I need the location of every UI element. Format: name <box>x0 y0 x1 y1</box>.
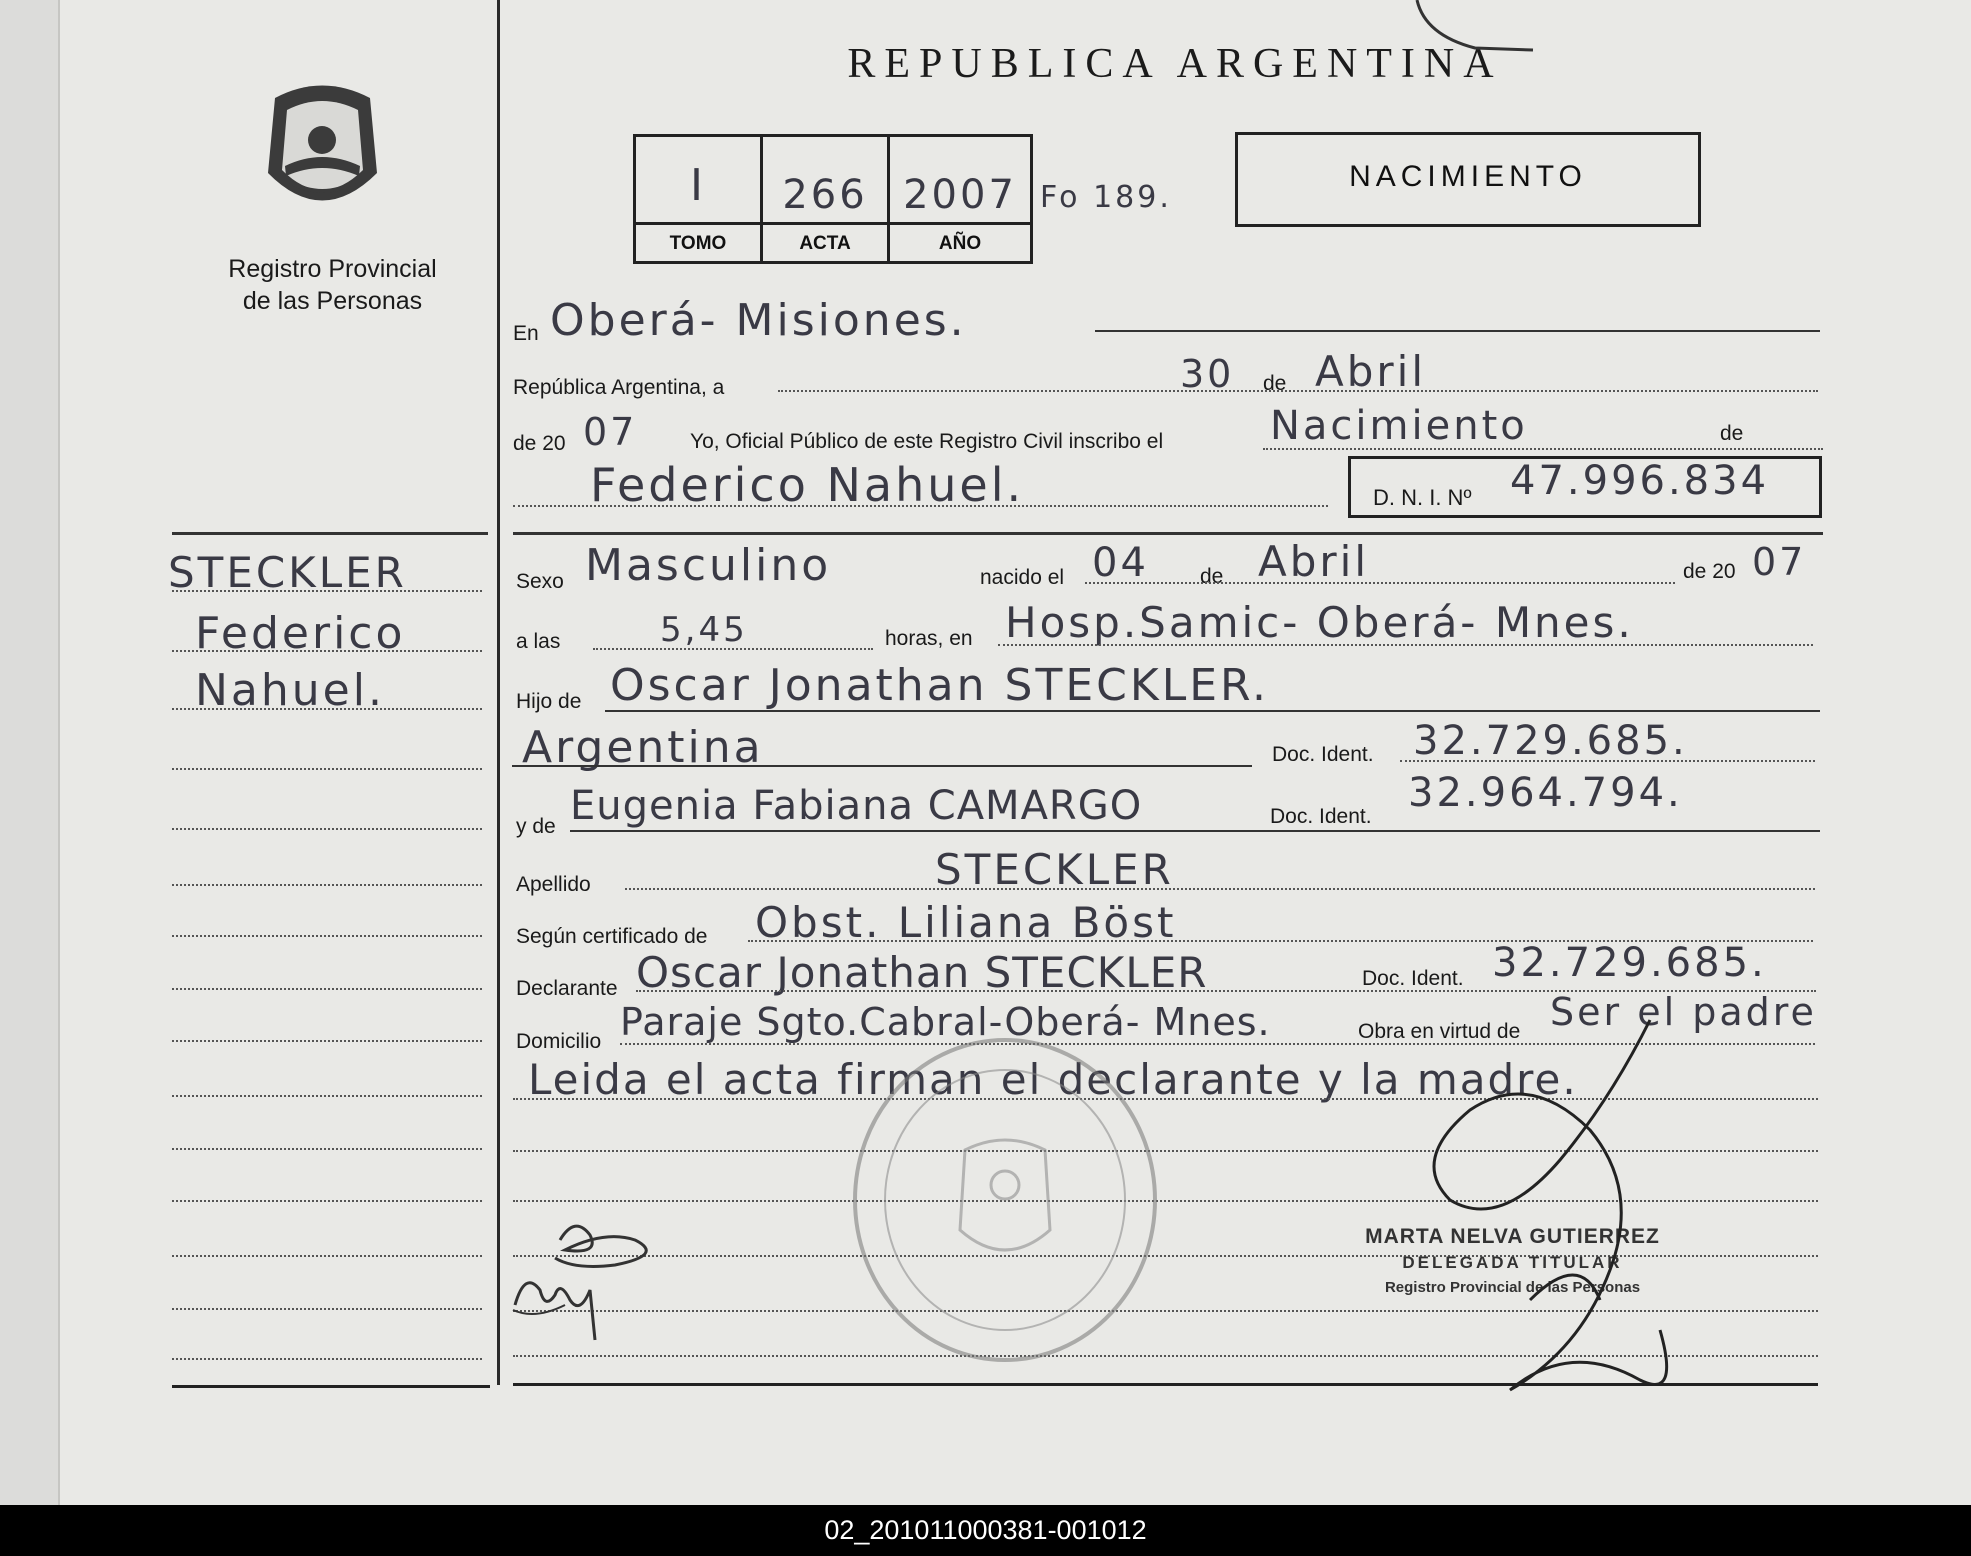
registration-day: 30 <box>1180 352 1235 396</box>
margin-rule <box>172 935 482 937</box>
birth-place: Hosp.Samic- Oberá- Mnes. <box>1005 598 1634 647</box>
father-nationality: Argentina <box>522 722 764 773</box>
declarant-signature-icon <box>505 1210 685 1350</box>
page-title: REPUBLICA ARGENTINA <box>847 41 1503 87</box>
father-doc: 32.729.685. <box>1413 718 1688 764</box>
place-of-registration: Oberá- Misiones. <box>550 295 967 346</box>
margin-rule <box>172 590 482 592</box>
acta-label: ACTA <box>799 233 851 254</box>
doc-ident-label-3: Doc. Ident. <box>1362 967 1464 990</box>
sexo-value: Masculino <box>585 540 832 591</box>
tomo-value: I <box>690 160 706 211</box>
birth-hour: 5,45 <box>660 610 748 650</box>
margin-rule <box>172 650 482 652</box>
anio-label: AÑO <box>938 233 982 254</box>
yde-label: y de <box>516 815 556 838</box>
margin-rule <box>172 988 482 990</box>
dni-value: 47.996.834 <box>1510 458 1770 504</box>
stamp-edge-icon <box>1415 0 1535 60</box>
alas-label: a las <box>516 630 561 653</box>
margin-rule <box>172 1200 482 1202</box>
margin-separator <box>172 532 488 535</box>
margin-rule <box>172 828 482 830</box>
page-fold <box>0 0 60 1505</box>
margin-given-2: Nahuel. <box>195 665 385 716</box>
line-6a <box>593 648 873 650</box>
margin-rule <box>172 884 482 886</box>
office-seal-icon <box>845 1030 1165 1370</box>
provincial-seal-icon <box>255 78 390 228</box>
hijo-label: Hijo de <box>516 690 582 713</box>
body-separator <box>513 532 1823 535</box>
de-label-1: de <box>1263 372 1287 395</box>
registration-month: Abril <box>1315 347 1426 396</box>
margin-surname: STECKLER <box>168 548 407 597</box>
notes-line: Leida el acta firman el declarante y la madre. <box>528 1055 1578 1104</box>
line-5 <box>1085 582 1675 584</box>
de-label-3: de <box>1200 565 1224 588</box>
line-1 <box>1095 330 1820 332</box>
line-3 <box>1263 448 1823 450</box>
official-signature-icon <box>1410 1000 1700 1405</box>
republica-label: República Argentina, a <box>513 376 725 399</box>
column-divider <box>497 0 500 1385</box>
mother-name: Eugenia Fabiana CAMARGO <box>570 783 1143 829</box>
certifier: Obst. Liliana Böst <box>755 898 1177 947</box>
birth-year-suffix: 07 <box>1752 540 1807 584</box>
obra-label: Obra en virtud de <box>1358 1020 1521 1043</box>
oficial-text: Yo, Oficial Público de este Registro Civil inscribo el <box>690 430 1164 453</box>
doc-ident-label-1: Doc. Ident. <box>1272 743 1374 766</box>
margin-rule <box>172 708 482 710</box>
birth-day: 04 <box>1092 540 1149 586</box>
line-2 <box>778 390 1818 392</box>
de20-label-2: de 20 <box>1683 560 1736 583</box>
stamp-name: MARTA NELVA GUTIERREZ <box>1365 1225 1660 1248</box>
line-4 <box>513 505 1328 507</box>
nacido-label: nacido el <box>980 566 1065 589</box>
margin-rule <box>172 1255 482 1257</box>
de-label-2: de <box>1720 422 1744 445</box>
stamp-org: Registro Provincial de las Personas <box>1384 1279 1641 1296</box>
margin-rule <box>172 768 482 770</box>
acta-value: 266 <box>782 172 868 218</box>
margin-rule <box>172 1308 482 1310</box>
margin-rule <box>172 1358 482 1360</box>
sexo-label: Sexo <box>516 570 564 593</box>
margin-rule <box>172 1040 482 1042</box>
obra-value: Ser el padre <box>1550 990 1817 1034</box>
domicilio-label: Domicilio <box>516 1030 602 1053</box>
folio-note: Fo 189. <box>1040 180 1172 215</box>
child-name: Federico Nahuel. <box>590 458 1025 512</box>
document-type: NACIMIENTO <box>1349 160 1587 193</box>
line-10 <box>625 888 1815 890</box>
father-name: Oscar Jonathan STECKLER. <box>610 660 1269 711</box>
line-9 <box>570 830 1820 832</box>
margin-rule <box>172 1095 482 1097</box>
margin-bottom-rule <box>172 1385 490 1388</box>
declarante-label: Declarante <box>516 977 618 1000</box>
ref-box-divider <box>633 222 1033 225</box>
line-8a <box>512 765 1252 767</box>
doc-ident-label-2: Doc. Ident. <box>1270 805 1372 828</box>
domicilio-value: Paraje Sgto.Cabral-Oberá- Mnes. <box>620 1000 1271 1044</box>
declarant-name: Oscar Jonathan STECKLER <box>636 948 1208 997</box>
margin-given-1: Federico <box>195 608 406 659</box>
line-7 <box>605 710 1820 712</box>
declarant-doc: 32.729.685. <box>1492 940 1767 986</box>
horas-label: horas, en <box>885 627 973 650</box>
mother-doc: 32.964.794. <box>1408 770 1683 816</box>
margin-rule <box>172 1148 482 1150</box>
apellido-label: Apellido <box>516 873 591 896</box>
birth-month: Abril <box>1258 537 1369 586</box>
en-label: En <box>513 322 539 345</box>
line-6b <box>998 644 1813 646</box>
line-8b <box>1400 760 1815 762</box>
stamp-title: DELEGADA TITULAR <box>1402 1253 1623 1272</box>
segun-label: Según certificado de <box>516 925 708 948</box>
apellido-value: STECKLER <box>935 845 1174 894</box>
de20-label: de 20 <box>513 432 566 455</box>
anio-value: 2007 <box>903 172 1017 218</box>
registry-line-2: de las Personas <box>242 287 423 315</box>
inscription-type: Nacimiento <box>1270 403 1528 449</box>
registration-year-suffix: 07 <box>583 410 638 454</box>
image-caption: 02_201011000381-001012 <box>824 1515 1147 1545</box>
dni-label: D. N. I. Nº <box>1373 485 1472 510</box>
tomo-label: TOMO <box>669 233 727 254</box>
registry-line-1: Registro Provincial <box>228 255 437 283</box>
registry-name <box>190 253 475 317</box>
